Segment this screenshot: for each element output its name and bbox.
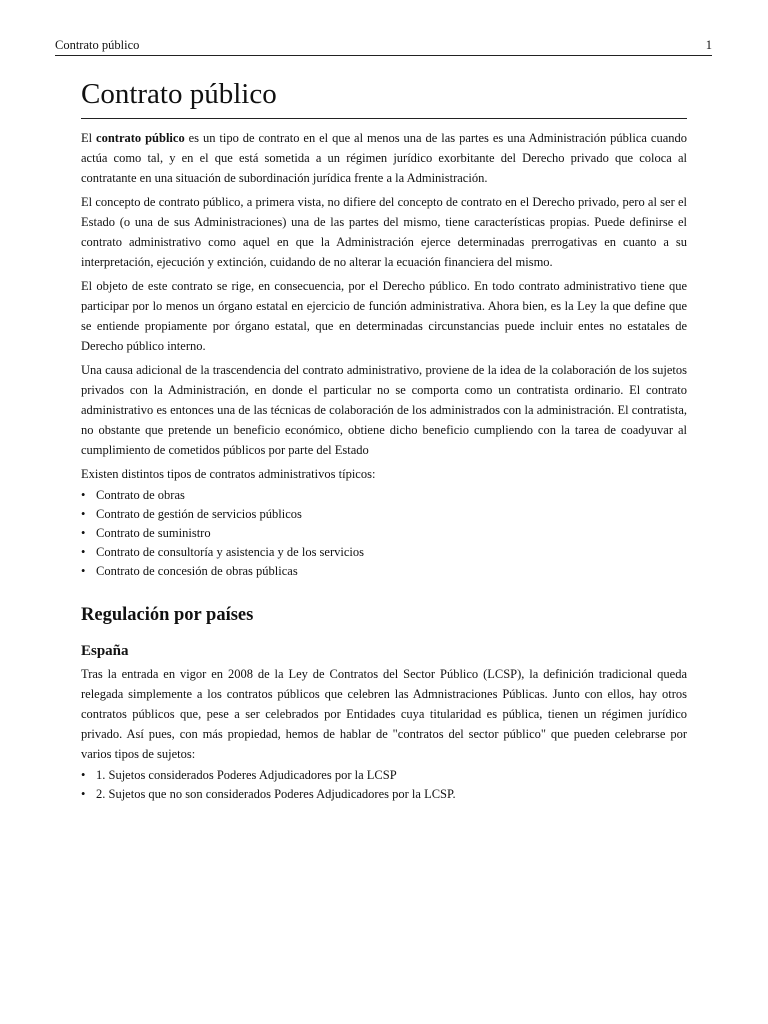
- list-item: [81, 486, 687, 505]
- body-paragraph: El concepto de contrato público, a primera vista, no difiere del concepto de contrato en el Derecho privado, pero al ser el Estado (o una de sus Administraciones) una de las partes del mismo, tiene características propias. Puede definirse el contrato administrativo como aquel en que la Administración ejerce determinadas prerrogativas en cuanto a su interpretación, ejecución y extinción, cuidando de no alterar la ecuación financiera del mismo.: [81, 195, 687, 269]
- body-paragraph: Una causa adicional de la trascendencia del contrato administrativo, proviene de la idea de la colaboración de los sujetos privados con la Administración, en donde el particular no se comporta como un contratista ordinario. El contrato administrativo es entonces una de las técnicas de colaboración de los administrados con la administración. El contratista, no obstante que pretende un beneficio económico, obtiene dicho beneficio cumpliendo con la tarea de coadyuvar al cumplimiento de cometidos públicos por parte del Estado: [81, 363, 687, 457]
- list-item-text: Contrato de gestión de servicios públicos: [96, 507, 302, 521]
- bullet-icon: •: [81, 564, 86, 578]
- intro-text-start: El: [81, 131, 97, 145]
- bullet-icon: •: [81, 787, 86, 801]
- list-item: [81, 505, 687, 524]
- list-item: [81, 543, 687, 562]
- list-item-text: Contrato de suministro: [96, 526, 211, 540]
- subject-types-list: [81, 766, 687, 804]
- list-item-text: 1. Sujetos considerados Poderes Adjudicadores por la LCSP: [96, 768, 397, 782]
- list-item: [81, 766, 687, 785]
- bullet-icon: •: [81, 768, 86, 782]
- list-item-text: Contrato de concesión de obras públicas: [96, 564, 298, 578]
- bullet-icon: •: [81, 545, 86, 559]
- list-item-text: Contrato de obras: [96, 488, 185, 502]
- intro-paragraph: [81, 128, 687, 188]
- contract-types-list: [81, 486, 687, 581]
- list-item: [81, 785, 687, 804]
- intro-text-rest: es un tipo de contrato en el que al menos una de las partes es una Administración pública cuando actúa como tal, y en el que está sometida a un régimen jurídico exorbitante del Derecho privado que coloca al contratante en una situación de subordinación jurídica frente a la Administración.: [81, 131, 687, 185]
- spain-paragraph: Tras la entrada en vigor en 2008 de la Ley de Contratos del Sector Público (LCSP), la definición tradicional queda relegada simplemente a los contratos públicos que celebren las Admnistraciones Públicas. Junto con ellos, hay otros contratos públicos que, pese a ser celebrados por Entidades cuya titularidad es pública, tienen un régimen jurídico privado. Así pues, con más propiedad, hemos de hablar de "contratos del sector público" que pueden celebrarse por varios tipos de sujetos:: [81, 667, 687, 761]
- body-paragraph: Existen distintos tipos de contratos administrativos típicos:: [81, 467, 376, 481]
- bullet-icon: •: [81, 526, 86, 540]
- running-header: [55, 37, 712, 56]
- article-title: Contrato público: [81, 76, 687, 119]
- article-body: [81, 76, 687, 804]
- list-item: [81, 524, 687, 543]
- list-item-text: 2. Sujetos que no son considerados Poderes Adjudicadores por la LCSP.: [96, 787, 456, 801]
- bullet-icon: •: [81, 507, 86, 521]
- list-item-text: Contrato de consultoría y asistencia y de los servicios: [96, 545, 364, 559]
- page-number: 1: [705, 38, 712, 52]
- list-item: [81, 562, 687, 581]
- bullet-icon: •: [81, 488, 86, 502]
- intro-bold-term: contrato público: [96, 131, 185, 145]
- section-heading: Regulación por países: [81, 605, 254, 625]
- subsection-heading: España: [81, 643, 129, 659]
- running-header-title: Contrato público: [55, 38, 140, 52]
- body-paragraph: El objeto de este contrato se rige, en consecuencia, por el Derecho público. En todo contrato administrativo tiene que participar por lo menos un órgano estatal en ejercicio de función administrativa. Ahora bien, es la Ley la que define que se entiende propiamente por órgano estatal, que en determinadas circunstancias puede incluir entes no estatales de Derecho público interno.: [81, 279, 687, 353]
